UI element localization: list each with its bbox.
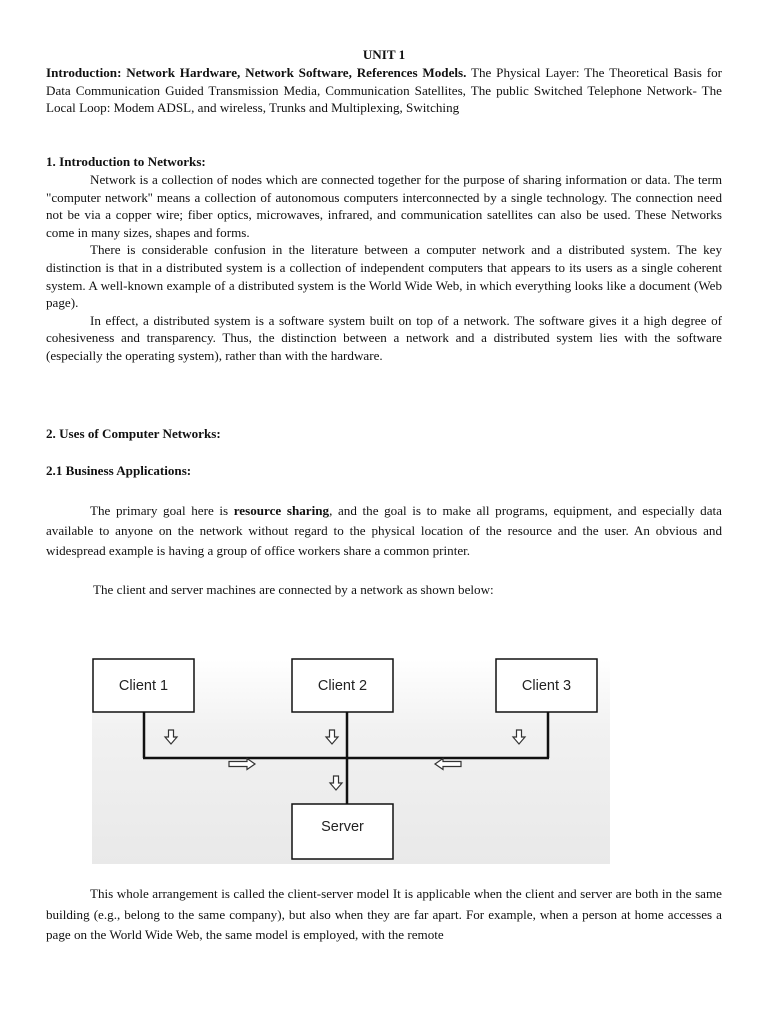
client-1-label: Client 1 bbox=[118, 678, 169, 694]
section-2-heading: 2. Uses of Computer Networks: bbox=[46, 426, 221, 441]
client-3-box bbox=[496, 659, 597, 712]
intro-topics: The Physical Layer: The Theoretical Basis for Data Communication Guided Transmission Media, Communication Satellites, The public Switched Telephone Network- The Local Loop: Modem ADSL, and wireless, Trunks and Multiplexing, Switching bbox=[46, 65, 722, 116]
intro-paragraph bbox=[46, 64, 722, 117]
client-2-box bbox=[292, 659, 393, 712]
client-1-box bbox=[93, 659, 194, 712]
client-server-model-paragraph: This whole arrangement is called the client-server model It is applicable when the client and server are both in the same building (e.g., belong to the same company), but also when they are far apart. For example, when a person at home accesses a page on the World Wide Web, the same model is employed, with the remote bbox=[46, 886, 722, 942]
resource-sharing-term: resource sharing bbox=[233, 503, 330, 518]
client-server-diagram bbox=[92, 630, 610, 864]
unit-title: UNIT 1 bbox=[362, 47, 406, 62]
business-paragraph bbox=[46, 501, 722, 561]
section-1-paragraph-2: There is considerable confusion in the literature between a computer network and a distributed system. The key distinction is that in a distributed system is a collection of independent computers that appears to its users as a single coherent system. A well-known example of a distributed system is the World Wide Web, in which everything looks like a document (Web page). bbox=[46, 242, 722, 311]
section-1-paragraph-3: In effect, a distributed system is a software system built on top of a network. The software gives it a high degree of cohesiveness and transparency. Thus, the distinction between a network and a distributed system lies with the software (especially the operating system), rather than with the hardware. bbox=[46, 312, 722, 363]
section-1-paragraph-1: Network is a collection of nodes which are connected together for the purpose of sharing information or data. The term "computer network'' means a collection of autonomous computers interconnected by a single technology. The connection need not be via a copper wire; fiber optics, microwaves, infrared, and communication satellites can also be used. These Networks come in many sizes, shapes and forms. bbox=[46, 172, 722, 240]
section-1-body bbox=[46, 171, 722, 365]
intro-bold-topics: Introduction: Network Hardware, Network Software, References Models. bbox=[46, 65, 467, 80]
server-label: Server bbox=[321, 819, 364, 835]
business-text-start: The primary goal here is bbox=[90, 503, 234, 518]
section-2-1-heading: 2.1 Business Applications: bbox=[46, 463, 192, 478]
server-box bbox=[292, 804, 393, 859]
client-3-label: Client 3 bbox=[521, 678, 572, 694]
section-1-heading: 1. Introduction to Networks: bbox=[46, 154, 206, 169]
client-2-label: Client 2 bbox=[317, 678, 368, 694]
business-text-end: , and the goal is to make all programs, equipment, and especially data available to anyone on the network without regard to the physical location of the resource and the user. An obvious and widespread example is having a group of office workers share a common printer. bbox=[46, 503, 722, 558]
diagram-intro-text: The client and server machines are connected by a network as shown below: bbox=[93, 582, 494, 597]
